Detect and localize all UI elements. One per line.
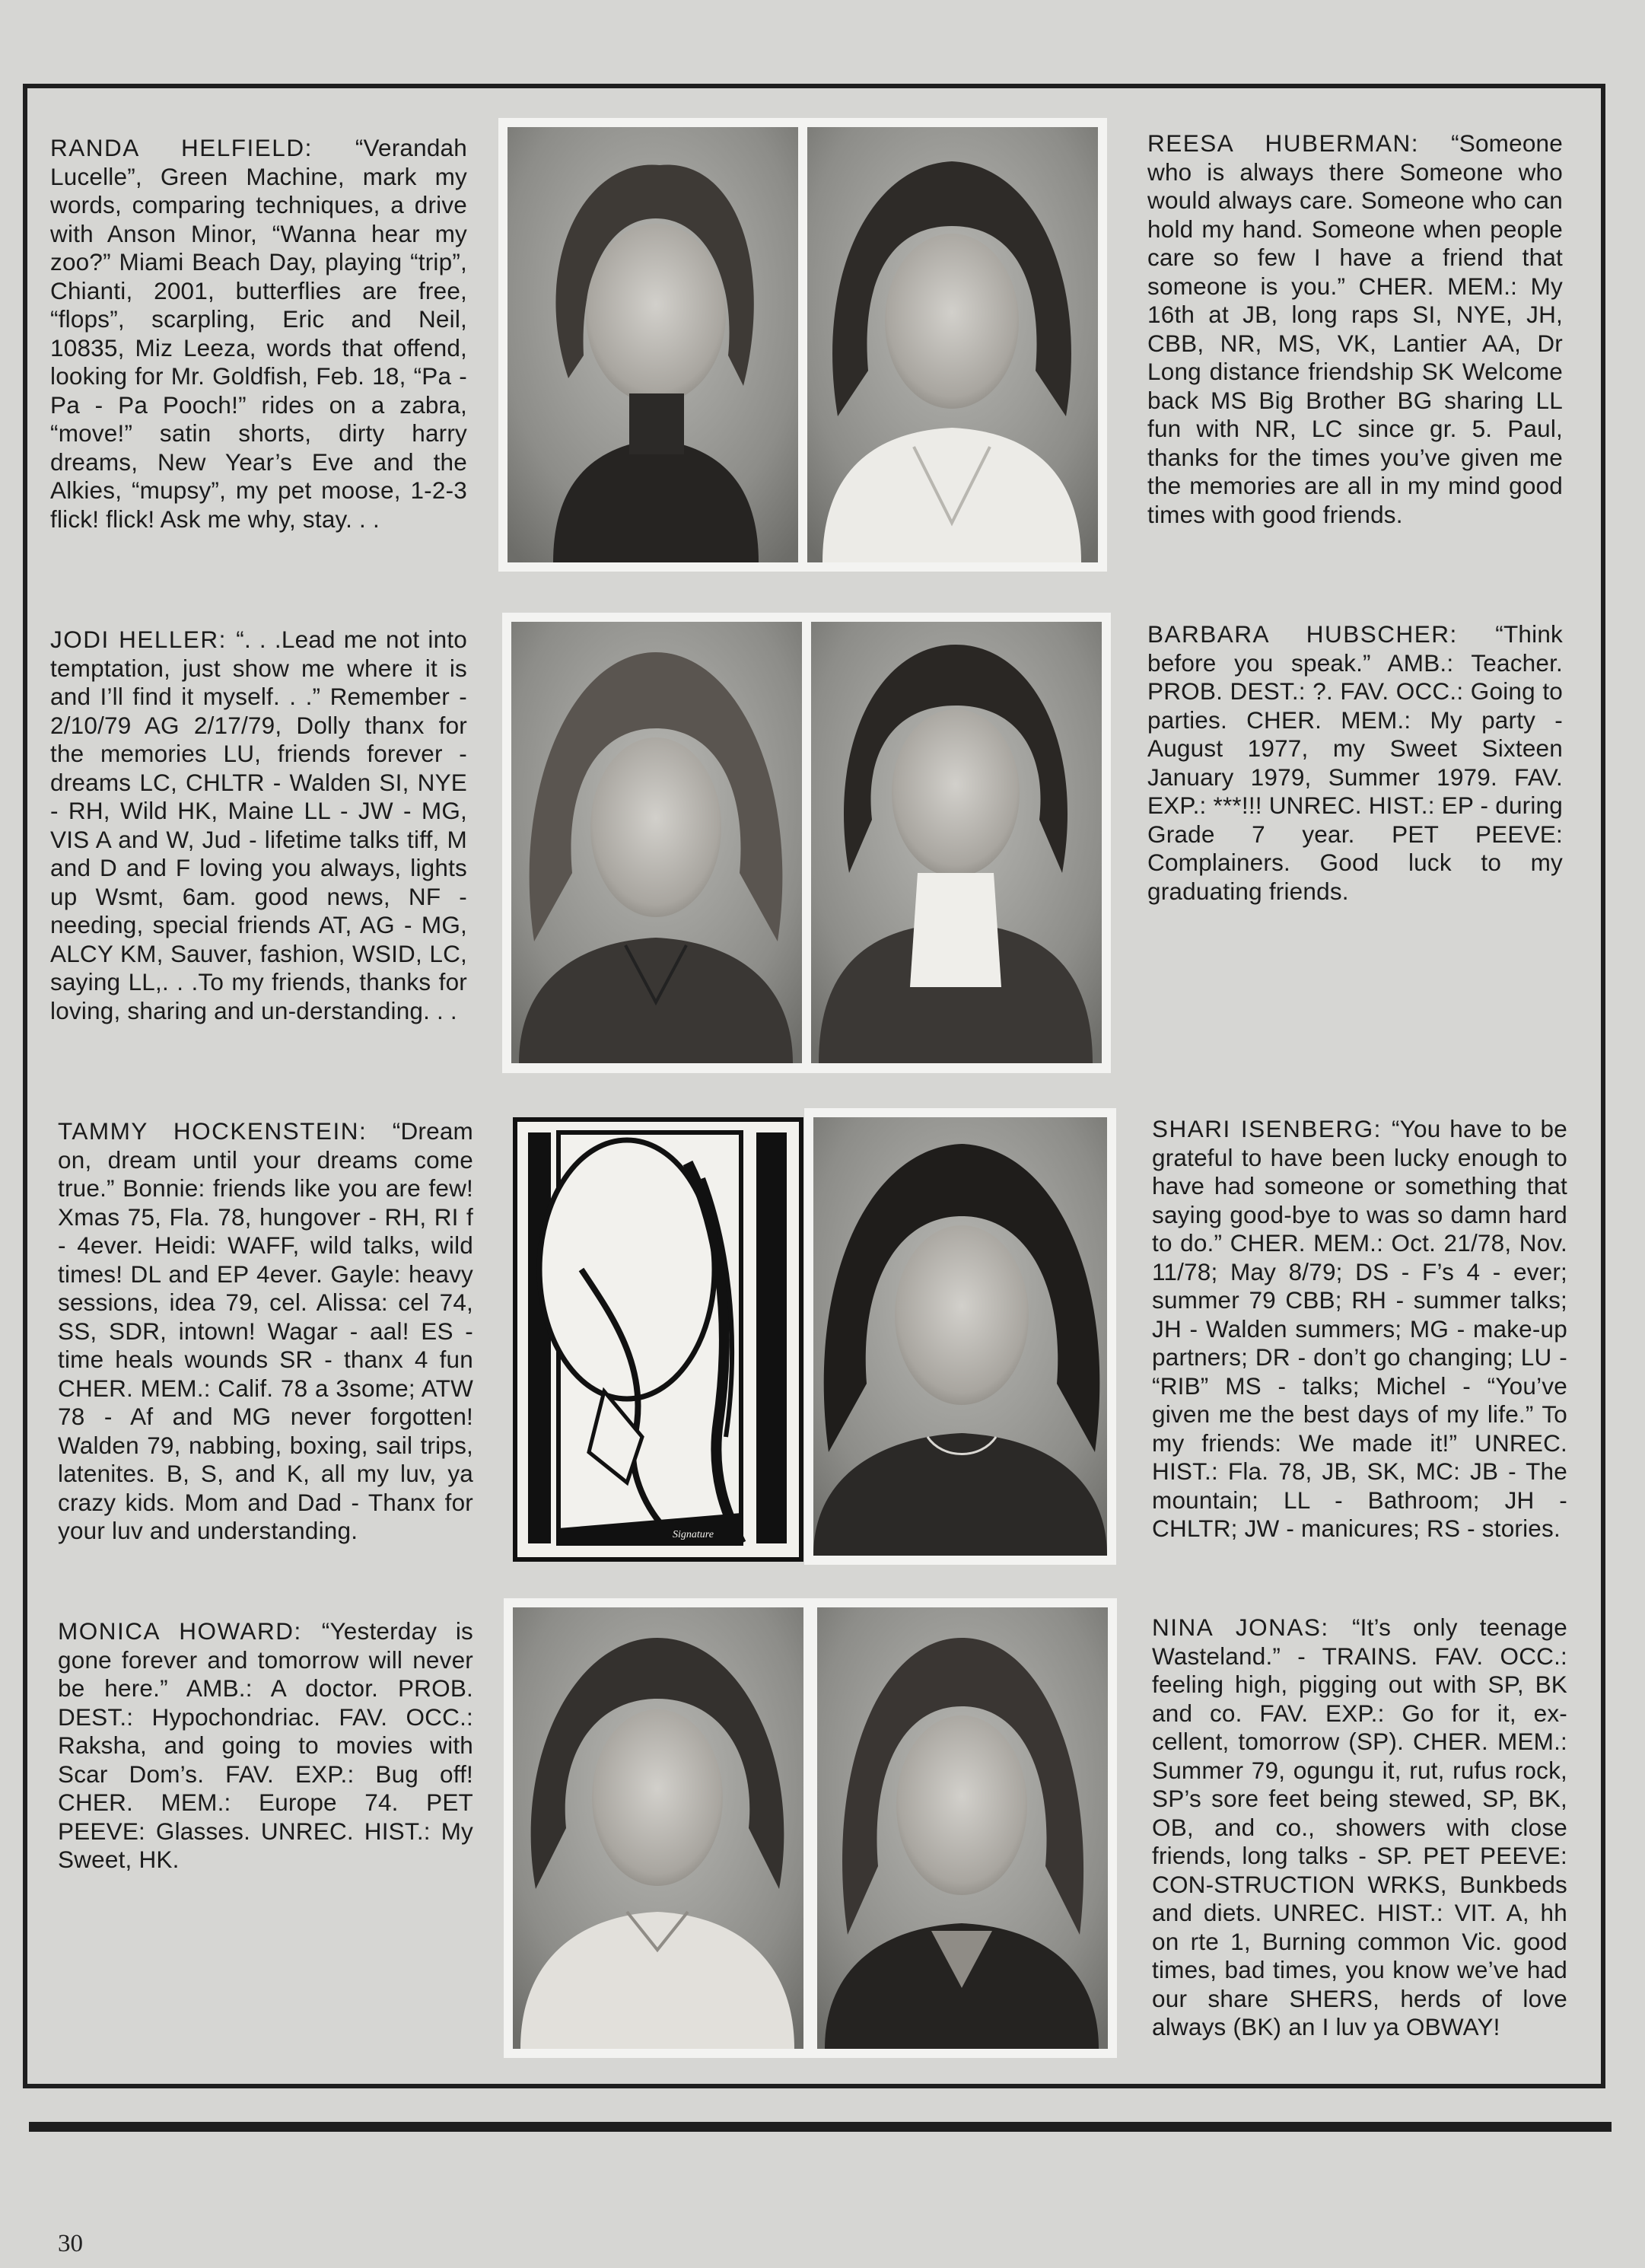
- student-bio: “Dream on, dream until your dreams come true.” Bonnie: friends like you are few! Xmas 75, Fla. 78, hungover - RH, RI f - 4ever. Heidi: WAFF, wild talks, wild times! DL and EP 4ever. Gayle: heavy sessions, idea 79, cel. Alissa: cel 74, SS, SDR, intown! Wagar - aal! ES - time heals wounds SR - thanx 4 fun CHER. MEM.: Calif. 78 a 3some; ATW 78 - Af and MG never forgotten! Walden 79, nabbing, boxing, sail trips, latenites. B, S, and K, all my luv, ya crazy kids. Mom and Dad - Thanx for your luv and understanding.: [58, 1117, 473, 1544]
- student-bio: “. . .Lead me not into temptation, just show me where it is and I’ll find it myself. . .” Remember - 2/10/79 AG 2/17/79, Dolly thanx for the memories LU, friends forever - dreams LC, CHLTR - Walden SI, NYE - RH, Wild HK, Maine LL - JW - MG, VIS A and W, Jud - lifetime talks tiff, M and D and F loving you always, lights up Wsmt, 6am. good news, NF - needing, special friends AT, AG - MG, ALCY KM, Sauver, fashion, WSID, LC, saying LL,. . .To my friends, thanks for loving, sharing and un-derstanding. . .: [50, 626, 467, 1024]
- student-name: JODI HELLER:: [50, 626, 237, 653]
- entry-monica-howard: [58, 1617, 473, 1875]
- photo-frame-shari: [804, 1108, 1116, 1565]
- portrait-reesa-huberman: [807, 127, 1098, 562]
- bottom-rule: [29, 2122, 1612, 2132]
- student-name: REESA HUBERMAN:: [1147, 129, 1452, 157]
- entry-tammy-hockenstein: [58, 1117, 473, 1546]
- entry-randa-helfield: [50, 134, 467, 534]
- artwork-signature: Signature: [673, 1529, 714, 1540]
- student-bio: “Someone who is always there Someone who would always care. Someone who can hold my hand. Someone when people care so few I have a friend that someone is you.” CHER. MEM.: My 16th at JB, long raps SI, NYE, JH, CBB, NR, MS, VK, Lantier AA, Dr Long distance friendship SK Welcome back MS Big Brother BG sharing LL fun with NR, LC since gr. 5. Paul, thanks for the times you’ve given me the memories are all in my mind good times with good friends.: [1147, 129, 1563, 528]
- entry-reesa-huberman: [1147, 129, 1563, 529]
- student-bio: “You have to be grateful to have been lucky enough to have had someone or something that saying good-bye to was so damn hard to do.” CHER. MEM.: Oct. 21/78, Nov. 11/78; May 8/79; DS - F’s 4 - ever; summer 79 CBB; RH - summer talks; JH - Walden summers; MG - make-up partners; DR - don’t go changing; LU - “RIB” MS - talks; Michel - “You’ve given me the best days of my life.” To my friends: We made it!” UNREC. HIST.: Fla. 78, JB, SK, MC: JB - The mountain; LL - Bathroom; JH - CHLTR; JW - manicures; RS - stories.: [1152, 1115, 1567, 1542]
- portrait-monica-howard: [513, 1607, 803, 2049]
- entry-barbara-hubscher: [1147, 620, 1563, 906]
- student-bio: “Verandah Lucelle”, Green Machine, mark my words, comparing techniques, a drive with Anson Minor, “Wanna hear my zoo?” Miami Beach Day, playing “trip”, Chianti, 2001, butterflies are free, “flops”, scarpling, Eric and Neil, 10835, Miz Leeza, words that offend, looking for Mr. Goldfish, Feb. 18, “Pa - Pa - Pa Pooch!” rides on a zabra, “move!” satin shorts, dirty harry dreams, New Year’s Eve and the Alkies, “mupsy”, my pet moose, 1-2-3 flick! flick! Ask me why, stay. . .: [50, 134, 467, 533]
- entry-shari-isenberg: [1152, 1115, 1567, 1543]
- student-bio: “It’s only teenage Wasteland.” - TRAINS. FAV. OCC.: feeling high, pigging out with SP, BK and co. FAV. EXP.: Go for it, ex-cellent, tomorrow (SP). CHER. MEM.: Summer 79, ogungu it, rut, rufus rock, SP’s sore feet being stewed, SP, BK, OB, and co., showers with close friends, long talks - SP. PET PEEVE: CON-STRUCTION WRKS, Bunkbeds and diets. UNREC. HIST.: VIT. A, hh on rte 1, Burning common Vic. good times, bad times, you know we’ve had our share SHERS, herds of love always (BK) an I luv ya OBWAY!: [1152, 1613, 1567, 2040]
- portrait-randa-helfield: [508, 127, 798, 562]
- portrait-shari-isenberg: [813, 1117, 1107, 1556]
- student-name: SHARI ISENBERG:: [1152, 1115, 1392, 1142]
- student-bio: “Think before you speak.” AMB.: Teacher. PROB. DEST.: ?. FAV. OCC.: Going to parties. CHER. MEM.: My party - August 1977, my Sweet Sixteen January 1979, Summer 1979. FAV. EXP.: ***!!! UNREC. HIST.: EP - during Grade 7 year. PET PEEVE: Complainers. Good luck to my graduating friends.: [1147, 620, 1563, 905]
- student-name: RANDA HELFIELD:: [50, 134, 355, 161]
- photo-pair-row-1: [498, 118, 1107, 572]
- portrait-jodi-heller: [511, 622, 802, 1063]
- photo-pair-row-4: [504, 1598, 1117, 2058]
- student-bio: “Yesterday is gone forever and tomorrow will never be here.” AMB.: A doctor. PROB. DEST.: Hypochondriac. FAV. OCC.: Raksha, and going to movies with Scar Dom’s. FAV. EXP.: Bug off! CHER. MEM.: Europe 74. PET PEEVE: Glasses. UNREC. HIST.: My Sweet, HK.: [58, 1617, 473, 1873]
- photo-pair-row-2: [502, 613, 1111, 1073]
- portrait-barbara-hubscher: [811, 622, 1102, 1063]
- entry-nina-jonas: [1152, 1613, 1567, 2042]
- page-number: 30: [58, 2230, 83, 2257]
- student-name: NINA JONAS:: [1152, 1613, 1352, 1641]
- student-name: MONICA HOWARD:: [58, 1617, 322, 1645]
- student-name: TAMMY HOCKENSTEIN:: [58, 1117, 393, 1145]
- portrait-nina-jonas: [817, 1607, 1108, 2049]
- entry-jodi-heller: [50, 626, 467, 1025]
- student-name: BARBARA HUBSCHER:: [1147, 620, 1496, 648]
- artwork-abstract-profile: [513, 1117, 803, 1562]
